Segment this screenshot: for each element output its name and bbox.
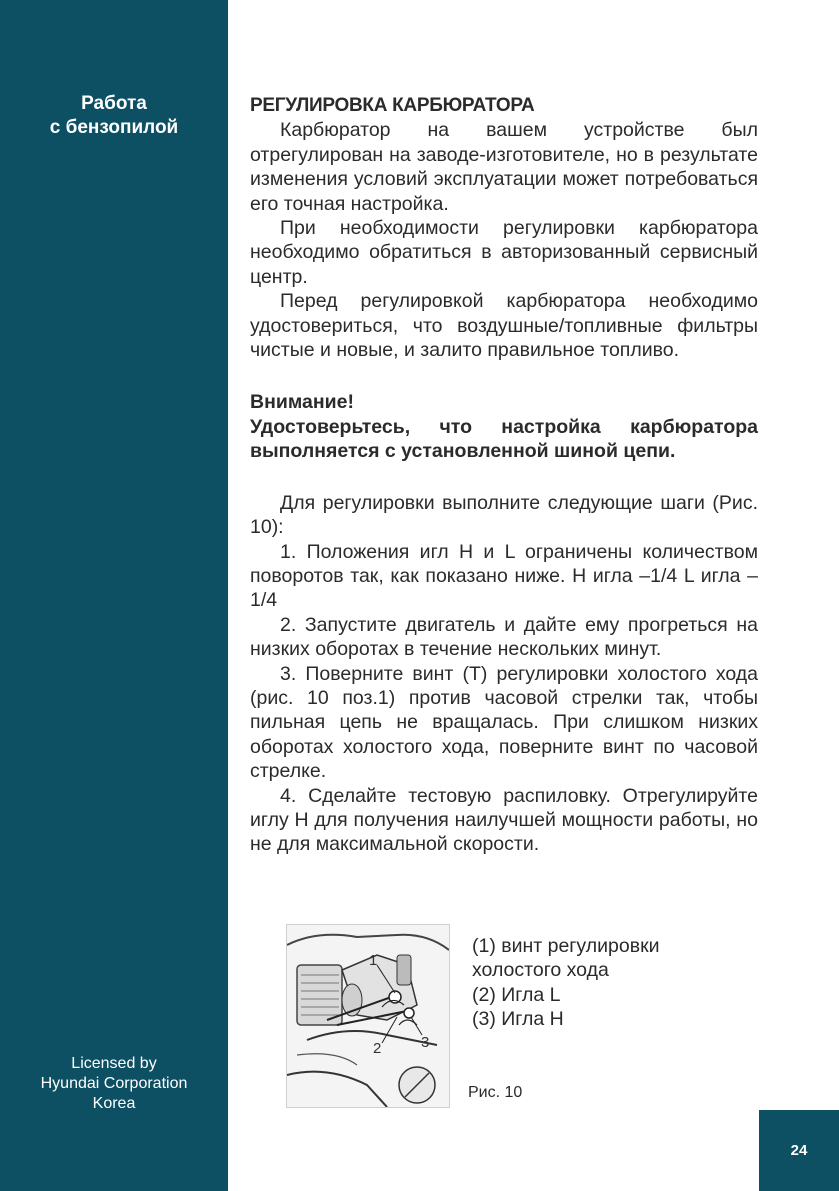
section-title-line2: с бензопилой [49, 117, 179, 138]
intro-paragraph-2: При необходимости регулировки карбюратора необходимо обратиться в авторизованный сервисный центр. [250, 217, 758, 288]
sidebar [0, 0, 228, 1191]
step-3: 3. Поверните винт (T) регулировки холостого хода (рис. 10 поз.1) против часовой стрелки так, чтобы пильная цепь не вращалась. При слишком низких оборотах холостого хода, поверните винт по часовой стрелке. [250, 662, 758, 783]
section-title [0, 92, 228, 140]
intro-paragraph-1: Карбюратор на вашем устройстве был отрегулирован на заводе-изготовителе, но в результате изменения условий эксплуатации может потребоваться его точная настройка. [250, 119, 758, 215]
main-content [250, 94, 758, 857]
legend-item-1: (1) винт регулировки [472, 935, 660, 957]
license-line2: Hyundai Corporation [40, 1075, 188, 1092]
license-note [0, 1054, 228, 1114]
license-line1: Licensed by [71, 1055, 157, 1072]
figure-legend [472, 934, 660, 1032]
steps-intro: Для регулировки выполните следующие шаги (Рис. 10): [250, 491, 758, 539]
page-number [759, 1110, 839, 1191]
warning-title: Внимание! [250, 391, 354, 414]
callout-2: 2 [373, 1040, 382, 1057]
legend-item-3: (3) Игла H [472, 1008, 564, 1031]
page-number-text: 24 [790, 1142, 808, 1159]
intro-paragraph-3: Перед регулировкой карбюратора необходимо удостовериться, что воздушные/топливные фильтры чистые и новые, и залито правильное топливо. [250, 290, 758, 362]
step-4: 4. Сделайте тестовую распиловку. Отрегулируйте иглу H для получения наилучшей мощности работы, но не для максимальной скорости. [250, 784, 758, 856]
license-line3: Korea [92, 1095, 136, 1112]
figure-caption: Рис. 10 [468, 1084, 523, 1101]
legend-item-2: (2) Игла L [472, 983, 561, 1006]
carburetor-drawing [287, 925, 449, 1107]
carburetor-illustration [286, 924, 450, 1108]
steps-list [250, 491, 758, 857]
section-heading: РЕГУЛИРОВКА КАРБЮРАТОРА [250, 95, 535, 116]
callout-1: 1 [369, 952, 378, 969]
legend-item-1-cont: холостого хода [472, 959, 609, 982]
callout-3: 3 [421, 1034, 430, 1051]
section-title-line1: Работа [81, 93, 147, 114]
step-1: 1. Положения игл H и L ограничены количеством поворотов так, как показано ниже. H игла –1/4 L игла –1/4 [250, 540, 758, 612]
warning-text: Удостоверьтесь, что настройка карбюратора выполняется с установленной шиной цепи. [250, 415, 758, 463]
step-2: 2. Запустите двигатель и дайте ему прогреться на низких оборотах в течение нескольких минут. [250, 613, 758, 661]
